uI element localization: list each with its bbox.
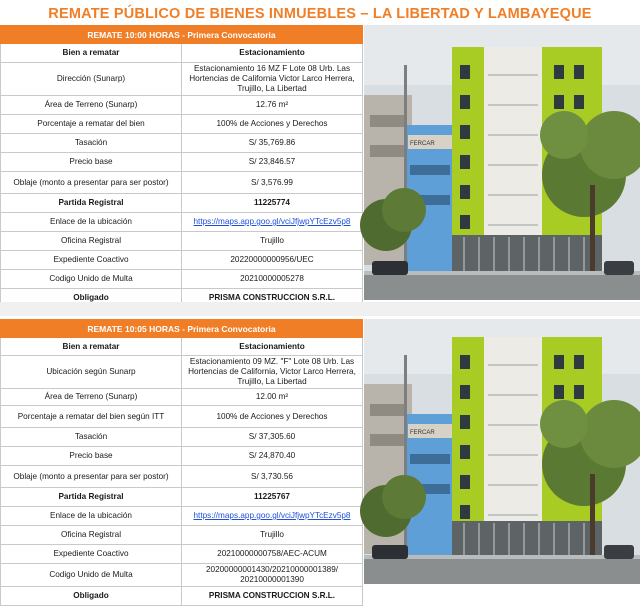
table-row: [1, 194, 363, 213]
row-value: S/ 3,576.99: [182, 172, 363, 194]
table-row: [1, 213, 363, 232]
row-label: Enlace de la ubicación: [1, 213, 182, 232]
row-value: Estacionamiento: [182, 338, 363, 356]
property-photo: [364, 319, 640, 584]
row-value: [182, 213, 363, 232]
table-row: [1, 406, 363, 428]
building-illustration: [364, 319, 640, 584]
auction-table-2: [0, 319, 363, 606]
table-row: [1, 389, 363, 406]
table-row: [1, 564, 363, 587]
row-value: 11225774: [182, 194, 363, 213]
row-label: Dirección (Sunarp): [1, 63, 182, 96]
row-label: Partida Registral: [1, 488, 182, 507]
table-row: [1, 63, 363, 96]
row-value: Estacionamiento: [182, 44, 363, 63]
table-row: [1, 134, 363, 153]
table-row: [1, 428, 363, 447]
table-row: [1, 507, 363, 526]
row-label: Oficina Registral: [1, 526, 182, 545]
row-label: Porcentaje a rematar del bien: [1, 115, 182, 134]
row-value: 20200000001430/20210000001389/ 20210000001390: [182, 564, 363, 587]
table-row: [1, 270, 363, 289]
row-label: Oficina Registral: [1, 232, 182, 251]
table-row: [1, 545, 363, 564]
table-row: [1, 172, 363, 194]
row-value: 11225767: [182, 488, 363, 507]
table-row: [1, 251, 363, 270]
auction-header: REMATE 10:05 HORAS - Primera Convocatoria: [1, 320, 363, 338]
table-row: [1, 526, 363, 545]
location-link[interactable]: https://maps.app.goo.gl/vciJfjwpYTcEzv5p8: [193, 511, 351, 520]
row-label: Expediente Coactivo: [1, 251, 182, 270]
row-value: S/ 37,305.60: [182, 428, 363, 447]
row-label: Codigo Unido de Multa: [1, 564, 182, 587]
shop-sign-text: FERCAR: [410, 430, 435, 436]
row-label: Enlace de la ubicación: [1, 507, 182, 526]
row-value: Estacionamiento 09 MZ. "F" Lote 08 Urb. Las Hortencias de California, Victor Larco Herrera, Trujillo, La Libertad: [182, 356, 363, 389]
table-row: [1, 338, 363, 356]
row-label: Área de Terreno (Sunarp): [1, 389, 182, 406]
row-value: Estacionamiento 16 MZ F Lote 08 Urb. Las Hortencias de California Victor Larco Herrera, Trujillo, La Libertad: [182, 63, 363, 96]
auction-header-row: [1, 26, 363, 44]
row-value: 12.00 m²: [182, 389, 363, 406]
row-label: Área de Terreno (Sunarp): [1, 96, 182, 115]
table-row: [1, 466, 363, 488]
row-value: 100% de Acciones y Derechos: [182, 115, 363, 134]
section-separator: [0, 302, 640, 316]
auction-block-2: [0, 319, 640, 600]
row-value: S/ 24,870.40: [182, 447, 363, 466]
table-row: [1, 488, 363, 507]
table-row: [1, 153, 363, 172]
row-value: S/ 35,769.86: [182, 134, 363, 153]
row-value: 20210000000758/AEC-ACUM: [182, 545, 363, 564]
row-value: 12.76 m²: [182, 96, 363, 115]
row-label: Obligado: [1, 587, 182, 606]
building-illustration: [364, 25, 640, 300]
row-value: PRISMA CONSTRUCCION S.R.L.: [182, 587, 363, 606]
auction-table-1: [0, 25, 363, 308]
row-label: Codigo Unido de Multa: [1, 270, 182, 289]
row-value: S/ 23,846.57: [182, 153, 363, 172]
row-label: Tasación: [1, 134, 182, 153]
row-label: Partida Registral: [1, 194, 182, 213]
row-label: Oblaje (monto a presentar para ser postor): [1, 172, 182, 194]
row-value: 20210000005278: [182, 270, 363, 289]
row-value: Trujillo: [182, 526, 363, 545]
row-value: PRISMA CONSTRUCCION S.R.L.: [182, 289, 363, 308]
auction-block-1: [0, 25, 640, 300]
row-label: Porcentaje a rematar del bien según ITT: [1, 406, 182, 428]
table-row: [1, 96, 363, 115]
row-value: Trujillo: [182, 232, 363, 251]
table-row: [1, 587, 363, 606]
table-row: [1, 44, 363, 63]
page-title: REMATE PÚBLICO DE BIENES INMUEBLES – LA LIBERTAD Y LAMBAYEQUE: [48, 6, 592, 22]
table-row: [1, 356, 363, 389]
row-label: Expediente Coactivo: [1, 545, 182, 564]
row-label: Precio base: [1, 447, 182, 466]
row-label: Bien a rematar: [1, 338, 182, 356]
row-label: Bien a rematar: [1, 44, 182, 63]
table-row: [1, 447, 363, 466]
row-value: [182, 507, 363, 526]
property-photo: [364, 25, 640, 300]
shop-sign-text: FERCAR: [410, 141, 435, 147]
row-label: Oblaje (monto a presentar para ser postor): [1, 466, 182, 488]
table-row: [1, 232, 363, 251]
row-value: 100% de Acciones y Derechos: [182, 406, 363, 428]
table-row: [1, 115, 363, 134]
row-label: Ubicación según Sunarp: [1, 356, 182, 389]
row-label: Precio base: [1, 153, 182, 172]
auction-header: REMATE 10:00 HORAS - Primera Convocatoria: [1, 26, 363, 44]
row-label: Tasación: [1, 428, 182, 447]
row-label: Obligado: [1, 289, 182, 308]
location-link[interactable]: https://maps.app.goo.gl/vciJfjwpYTcEzv5p8: [193, 217, 351, 226]
auction-header-row: [1, 320, 363, 338]
row-value: S/ 3,730.56: [182, 466, 363, 488]
row-value: 20220000000956/UEC: [182, 251, 363, 270]
